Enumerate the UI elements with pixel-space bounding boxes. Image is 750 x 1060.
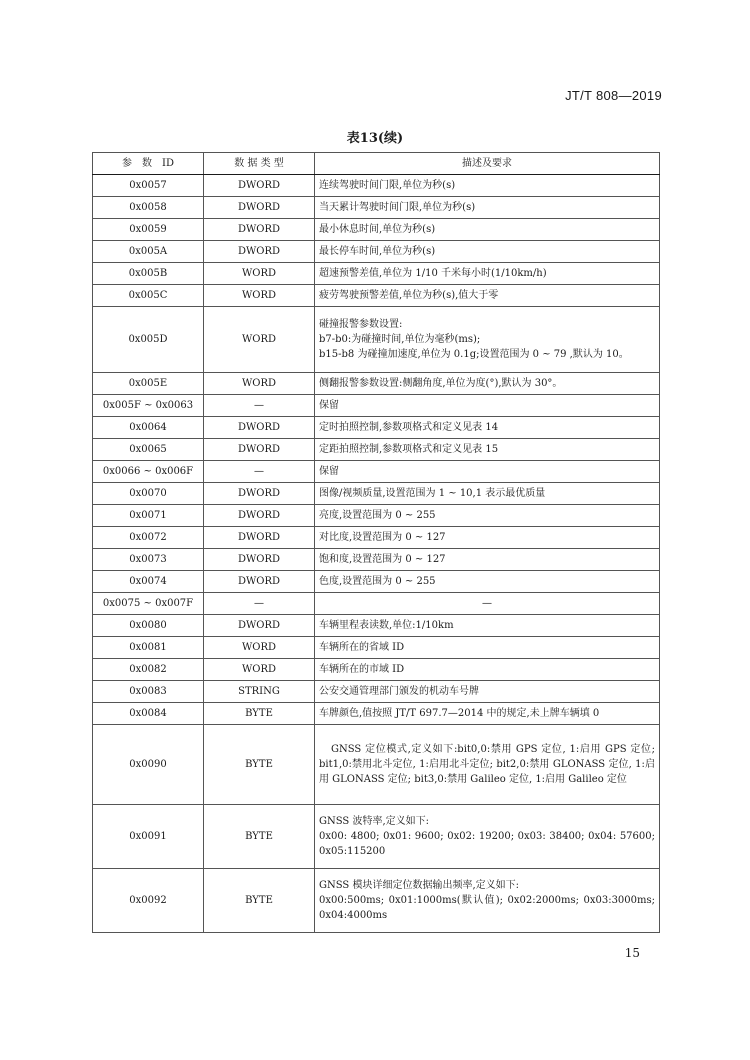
description-line: 0x00: 4800; 0x01: 9600; 0x02: 19200; 0x03: 38400; 0x04: 57600; 0x05:115200 (319, 831, 655, 857)
description-line: 车辆所在的省域 ID (319, 642, 405, 653)
description-line: 公安交通管理部门颁发的机动车号牌 (319, 686, 479, 697)
description-line: 0x00:500ms; 0x01:1000ms(默认值); 0x02:2000ms; 0x03:3000ms; 0x04:4000ms (319, 895, 655, 921)
param-id-cell: 0x0065 (93, 439, 204, 461)
data-type-cell: — (204, 461, 315, 483)
param-id-cell: 0x005B (93, 263, 204, 285)
data-type-cell: BYTE (204, 725, 315, 805)
description-cell (315, 263, 660, 285)
description-cell (315, 615, 660, 637)
param-id-cell: 0x0091 (93, 805, 204, 869)
table-row (93, 805, 660, 869)
table-row (93, 549, 660, 571)
description-line: — (482, 598, 492, 609)
description-cell (315, 593, 660, 615)
description-line: 亮度,设置范围为 0 ~ 255 (319, 510, 436, 521)
param-id-cell: 0x005A (93, 241, 204, 263)
table-row (93, 285, 660, 307)
data-type-cell: DWORD (204, 417, 315, 439)
table-row (93, 263, 660, 285)
table-row (93, 483, 660, 505)
description-cell (315, 241, 660, 263)
description-line: 车辆里程表读数,单位:1/10km (319, 620, 454, 631)
param-id-cell: 0x0059 (93, 219, 204, 241)
param-id-cell: 0x0057 (93, 175, 204, 197)
param-id-cell: 0x0081 (93, 637, 204, 659)
description-cell (315, 417, 660, 439)
data-type-cell: WORD (204, 285, 315, 307)
table-row (93, 593, 660, 615)
table-row (93, 505, 660, 527)
table-row (93, 527, 660, 549)
description-cell (315, 659, 660, 681)
param-id-cell: 0x0080 (93, 615, 204, 637)
table-row (93, 241, 660, 263)
data-type-cell: WORD (204, 307, 315, 373)
table-row (93, 869, 660, 933)
data-type-cell: DWORD (204, 197, 315, 219)
table-row (93, 439, 660, 461)
table-row (93, 175, 660, 197)
param-id-cell: 0x0082 (93, 659, 204, 681)
description-cell (315, 461, 660, 483)
table-row (93, 395, 660, 417)
table-row (93, 637, 660, 659)
table-row (93, 681, 660, 703)
column-header-data-type: 数 据 类 型 (204, 153, 315, 175)
data-type-cell: DWORD (204, 571, 315, 593)
param-id-cell: 0x0083 (93, 681, 204, 703)
description-line: 保留 (319, 400, 339, 411)
data-type-cell: WORD (204, 637, 315, 659)
table-row (93, 615, 660, 637)
page-number: 15 (624, 946, 640, 960)
parameter-table (92, 152, 660, 933)
description-line: b7-b0:为碰撞时间,单位为毫秒(ms); (319, 334, 481, 345)
table-row (93, 219, 660, 241)
description-line: 对比度,设置范围为 0 ~ 127 (319, 532, 446, 543)
data-type-cell: — (204, 593, 315, 615)
description-cell (315, 483, 660, 505)
data-type-cell: DWORD (204, 219, 315, 241)
table-row (93, 461, 660, 483)
param-id-cell: 0x0073 (93, 549, 204, 571)
description-line: GNSS 定位模式,定义如下:bit0,0:禁用 GPS 定位, 1:启用 GPS 定位; bit1,0:禁用北斗定位, 1:启用北斗定位; bit2,0:禁用 GLONASS 定位, 1:启用 GLONASS 定位; bit3,0:禁用 Galileo 定位, 1:启用 Galileo 定位 (319, 744, 655, 785)
param-id-cell: 0x0092 (93, 869, 204, 933)
description-cell (315, 175, 660, 197)
description-line: b15-b8 为碰撞加速度,单位为 0.1g;设置范围为 0 ~ 79 ,默认为 10。 (319, 349, 629, 360)
data-type-cell: WORD (204, 659, 315, 681)
data-type-cell: DWORD (204, 549, 315, 571)
description-cell (315, 527, 660, 549)
table-row (93, 703, 660, 725)
table-row (93, 373, 660, 395)
description-line: GNSS 模块详细定位数据输出频率,定义如下: (319, 880, 519, 891)
description-cell (315, 725, 660, 805)
description-cell (315, 571, 660, 593)
description-line: 车辆所在的市域 ID (319, 664, 405, 675)
data-type-cell: BYTE (204, 703, 315, 725)
description-line: 碰撞报警参数设置: (319, 319, 403, 330)
description-cell (315, 373, 660, 395)
param-id-cell: 0x005F ~ 0x0063 (93, 395, 204, 417)
table-row (93, 417, 660, 439)
data-type-cell: BYTE (204, 869, 315, 933)
data-type-cell: DWORD (204, 505, 315, 527)
data-type-cell: WORD (204, 373, 315, 395)
description-cell (315, 505, 660, 527)
standard-code: JT/T 808—2019 (565, 88, 662, 103)
param-id-cell: 0x0066 ~ 0x006F (93, 461, 204, 483)
description-cell (315, 395, 660, 417)
data-type-cell: — (204, 395, 315, 417)
param-id-cell: 0x005E (93, 373, 204, 395)
param-id-cell: 0x0058 (93, 197, 204, 219)
description-line: 超速预警差值,单位为 1/10 千米每小时(1/10km/h) (319, 268, 547, 279)
description-line: GNSS 波特率,定义如下: (319, 816, 429, 827)
table-row (93, 197, 660, 219)
description-line: 色度,设置范围为 0 ~ 255 (319, 576, 436, 587)
param-id-cell: 0x0070 (93, 483, 204, 505)
param-id-cell: 0x0090 (93, 725, 204, 805)
param-id-cell: 0x0064 (93, 417, 204, 439)
data-type-cell: DWORD (204, 175, 315, 197)
data-type-cell: STRING (204, 681, 315, 703)
table-row (93, 659, 660, 681)
data-type-cell: DWORD (204, 615, 315, 637)
description-line: 定时拍照控制,参数项格式和定义见表 14 (319, 422, 499, 433)
description-line: 图像/视频质量,设置范围为 1 ~ 10,1 表示最优质量 (319, 488, 546, 499)
description-cell (315, 219, 660, 241)
param-id-cell: 0x0084 (93, 703, 204, 725)
data-type-cell: WORD (204, 263, 315, 285)
description-line: 连续驾驶时间门限,单位为秒(s) (319, 180, 456, 191)
description-line: 饱和度,设置范围为 0 ~ 127 (319, 554, 446, 565)
description-cell (315, 285, 660, 307)
param-id-cell: 0x0075 ~ 0x007F (93, 593, 204, 615)
param-id-cell: 0x0071 (93, 505, 204, 527)
data-type-cell: DWORD (204, 483, 315, 505)
data-type-cell: BYTE (204, 805, 315, 869)
description-cell (315, 703, 660, 725)
description-line: 定距拍照控制,参数项格式和定义见表 15 (319, 444, 499, 455)
description-cell (315, 439, 660, 461)
table-row (93, 307, 660, 373)
data-type-cell: DWORD (204, 241, 315, 263)
table-caption: 表13(续) (346, 131, 404, 146)
description-cell (315, 197, 660, 219)
description-line: 车牌颜色,值按照 JT/T 697.7—2014 中的规定,未上牌车辆填 0 (319, 708, 600, 719)
column-header-param-id: 参 数 ID (93, 153, 204, 175)
description-line: 疲劳驾驶预警差值,单位为秒(s),值大于零 (319, 290, 499, 301)
param-id-cell: 0x0074 (93, 571, 204, 593)
description-cell (315, 681, 660, 703)
description-cell (315, 307, 660, 373)
data-type-cell: DWORD (204, 527, 315, 549)
description-cell (315, 869, 660, 933)
table-header-row (93, 153, 660, 175)
column-header-description: 描述及要求 (315, 153, 660, 175)
description-line: 最长停车时间,单位为秒(s) (319, 246, 436, 257)
description-line: 当天累计驾驶时间门限,单位为秒(s) (319, 202, 476, 213)
data-type-cell: DWORD (204, 439, 315, 461)
description-cell (315, 549, 660, 571)
description-line: 保留 (319, 466, 339, 477)
description-line: 最小休息时间,单位为秒(s) (319, 224, 436, 235)
param-id-cell: 0x0072 (93, 527, 204, 549)
description-cell (315, 637, 660, 659)
param-id-cell: 0x005D (93, 307, 204, 373)
table-row (93, 571, 660, 593)
table-row (93, 725, 660, 805)
description-line: 侧翻报警参数设置:侧翻角度,单位为度(°),默认为 30°。 (319, 378, 563, 389)
param-id-cell: 0x005C (93, 285, 204, 307)
description-cell (315, 805, 660, 869)
